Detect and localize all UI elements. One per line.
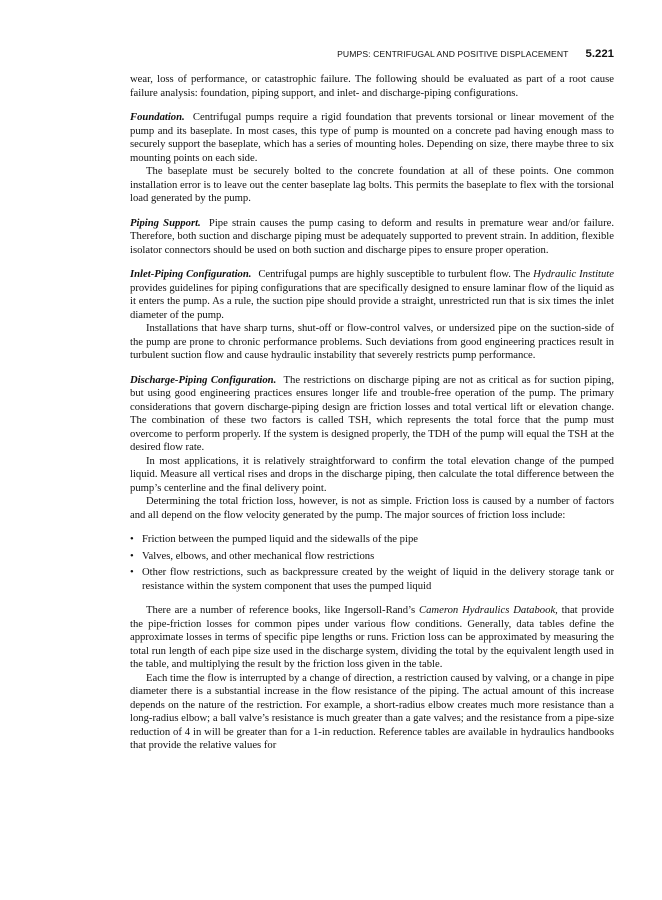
list-item-text: Friction between the pumped liquid and the sidewalls of the pipe (142, 534, 419, 545)
foundation-paragraph-1 (130, 111, 614, 165)
list-item-text: Other flow restrictions, such as backpressure created by the weight of liquid in the delivery storage tank or resistance within the system component that uses the pumped liquid (142, 567, 614, 592)
page-body (130, 73, 614, 753)
foundation-text-1: Centrifugal pumps require a rigid foundation that prevents torsional or linear movement of the pump and its baseplate. In most cases, this type of pump is mounted on a concrete pad having enough mass to securely support the baseplate, which has a series of mounting holes. Depending on size, there maybe three to six mounting points on each side. (130, 112, 614, 164)
page-number: 5.221 (585, 48, 614, 60)
foundation-paragraph-2: The baseplate must be securely bolted to the concrete foundation at all of these points. One common installation error is to leave out the center baseplate lag bolts. This permits the baseplate to flex with the torsional load generated by the pump. (130, 166, 614, 204)
intro-paragraph: wear, loss of performance, or catastrophic failure. The following should be evaluated as part of a root cause failure analysis: foundation, piping support, and inlet- and discharge-piping configurations. (130, 74, 614, 99)
inlet-piping-paragraph-1 (130, 268, 614, 322)
piping-support-heading: Piping Support. (130, 217, 201, 229)
list-item-text: Valves, elbows, and other mechanical flow restrictions (142, 550, 375, 562)
inlet-piping-text-a: Centrifugal pumps are highly susceptible to turbulent flow. The (258, 269, 531, 280)
piping-support-text: Pipe strain causes the pump casing to deform and results in premature wear and/or failure. Therefore, both suction and discharge piping must be adequately supported to prevent strain. In addition, flexible isolator connectors should be used on both suction and discharge pipes to ensure proper operation. (130, 217, 615, 256)
bullet-mark: • (130, 550, 134, 562)
discharge-piping-paragraph-4 (130, 604, 614, 672)
cameron-databook-ref: Cameron Hydraulics Databook, (419, 605, 558, 617)
bullet-mark: • (130, 534, 134, 545)
inlet-piping-paragraph-2: Installations that have sharp turns, shut-off or flow-control valves, or undersized pipe on the suction-side of the pump are prone to chronic performance problems. Such deviations from good engineering practices result in turbulent suction flow and cause hydraulic instability that severely restricts pump performance. (130, 323, 614, 361)
inlet-piping-text-b: provides guidelines for piping configurations that are specifically designed to ensure laminar flow of the liquid as it enters the pump. As a rule, the suction pipe should provide a straight, unrestricted run that is six times the inlet diameter of the pump. (130, 282, 614, 321)
friction-sources-list (130, 533, 614, 593)
hydraulic-institute-ref: Hydraulic Institute (533, 269, 614, 280)
piping-support-paragraph (130, 217, 614, 258)
bullet-mark: • (130, 567, 134, 579)
page-header (130, 48, 614, 64)
list-item (130, 566, 614, 593)
list-item (130, 550, 614, 564)
discharge-piping-text-4a: There are a number of reference books, like Ingersoll-Rand’s (146, 605, 416, 617)
discharge-piping-text-4b: that provide the pipe-friction losses for common pipes under various flow conditions. Generally, data tables define the approximate losses in terms of specific pipe lengths or runs. Friction loss can be approximated by measuring the total run length of each pipe size used in the discharge system, dividing the total by the equivalent length used in the table, and multiplying the result by the friction loss given in the table. (130, 605, 614, 671)
discharge-piping-paragraph-2: In most applications, it is relatively straightforward to confirm the total elevation change of the pumped liquid. Measure all vertical rises and drops in the discharge piping, then calculate the total difference between the pump’s centerline and the final delivery point. (130, 455, 614, 494)
inlet-piping-heading: Inlet-Piping Configuration. (130, 269, 252, 280)
foundation-heading: Foundation. (130, 112, 185, 123)
discharge-piping-paragraph-1 (130, 374, 614, 455)
discharge-piping-paragraph-3: Determining the total friction loss, however, is not as simple. Friction loss is caused by a number of factors and all depend on the flow velocity generated by the pump. The major sources of friction loss include: (130, 496, 614, 521)
running-head: PUMPS: CENTRIFUGAL AND POSITIVE DISPLACEMENT (337, 49, 569, 59)
discharge-piping-text-1: The restrictions on discharge piping are not as critical as for suction piping, but using good engineering practices ensures longer life and trouble-free operation of the pump. The primary considerations that govern discharge-piping design are friction losses and total vertical lift or elevation change. The combination of these two factors is called TSH, which represents the total force that the pump must overcome to perform properly. If the system is designed properly, the TDH of the pump will equal the TSH at the desired flow rate. (130, 374, 615, 453)
discharge-piping-heading: Discharge-Piping Configuration. (130, 374, 277, 386)
discharge-piping-paragraph-5: Each time the flow is interrupted by a change of direction, a restriction caused by valving, or a change in pipe diameter there is a substantial increase in the flow resistance of the piping. The actual amount of this increase depends on the nature of the restriction. For example, a short-radius elbow creates much more resistance than a long-radius elbow; a ball valve’s resistance is much greater than a gate valves; and the resistance from a pipe-size reduction of 4 in will be greater than for a 1-in reduction. Reference tables are available in hydraulics handbooks that provide the relative values for (130, 672, 614, 752)
list-item (130, 533, 614, 547)
